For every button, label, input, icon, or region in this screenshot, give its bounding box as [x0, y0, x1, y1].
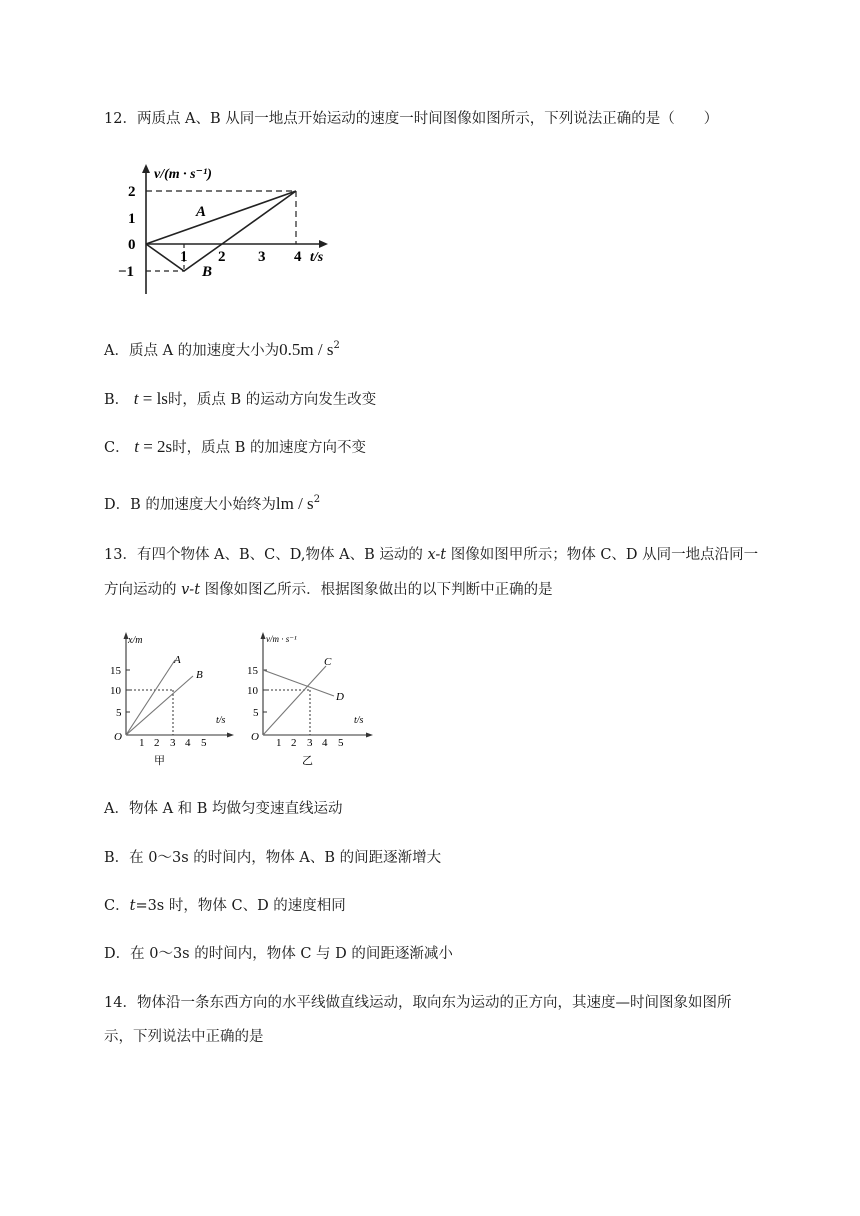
q13-stem-line2	[104, 580, 553, 600]
stem-text: 方向运动的	[104, 582, 182, 598]
q13b-y-label: v/m · s⁻¹	[266, 634, 297, 644]
option-math: = ls	[138, 389, 168, 408]
option-text: D．在 0～3s 的时间内，物体 C 与 D 的间距逐渐减小	[104, 946, 453, 962]
q12-line-A	[146, 191, 296, 244]
q12-ytick: 0	[128, 237, 136, 253]
q13a-xtick: 1	[139, 737, 145, 749]
q13a-label-A: A	[174, 654, 181, 666]
stem-var: x-t	[427, 547, 447, 563]
q13b-y-arrow	[261, 632, 266, 639]
stem-text: 13．有四个物体 A、B、C、D,物体 A、B 运动的	[104, 547, 428, 563]
q13a-xtick: 2	[154, 737, 160, 749]
q13a-ytick: 5	[116, 707, 122, 719]
q13b-caption: 乙	[302, 755, 313, 767]
option-sup: 2	[313, 494, 321, 505]
q12-option-d[interactable]	[104, 490, 320, 515]
option-var: t	[133, 389, 139, 408]
q13b-xtick: 4	[322, 737, 328, 749]
q13a-label-B: B	[196, 669, 203, 681]
q12-label-B: B	[202, 264, 213, 280]
option-text: D．B 的加速度大小始终为	[104, 497, 276, 513]
q12-xtick: 2	[218, 249, 226, 265]
q12-stem: 12．两质点 A、B 从同一地点开始运动的速度一时间图像如图所示，下列说法正确的是（ ）	[104, 111, 719, 127]
q12-vt-graph	[118, 162, 338, 302]
q13b-xtick: 2	[291, 737, 297, 749]
q12-x-arrow	[319, 240, 328, 248]
option-text: B．在 0～3s 的时间内，物体 A、B 的间距逐渐增大	[104, 850, 442, 866]
q13a-ytick: 10	[110, 685, 121, 697]
option-text: B．	[104, 392, 130, 408]
q13b-ytick: 5	[253, 707, 259, 719]
q12-option-a[interactable]	[104, 336, 340, 361]
stem-text: 图像如图乙所示．根据图象做出的以下判断中正确的是	[200, 582, 553, 598]
q14-stem-line1: 14．物体沿一条东西方向的水平线做直线运动，取向东为运动的正方向，其速度—时间图象如图所	[104, 995, 732, 1011]
q13b-line-D	[263, 670, 334, 696]
q13a-line-A	[126, 660, 175, 735]
q13-stem-line1	[104, 545, 758, 565]
stem-var: v-t	[181, 582, 201, 598]
q12-xtick: 3	[258, 249, 266, 265]
option-text: C．	[104, 898, 130, 914]
option-math: lm / s	[275, 494, 314, 513]
q12-ytick: 2	[128, 184, 136, 200]
q13a-origin: O	[114, 731, 122, 743]
q13b-xtick: 1	[276, 737, 282, 749]
q12-y-arrow	[142, 164, 150, 173]
q13a-x-arrow	[227, 733, 234, 738]
q12-ytick: 1	[128, 211, 136, 227]
option-sup: 2	[333, 340, 340, 351]
q13b-label-D: D	[336, 691, 344, 703]
q12-x-label: t/s	[310, 250, 324, 265]
q13a-xtick: 4	[185, 737, 191, 749]
q13b-label-C: C	[324, 656, 332, 668]
option-var: t	[129, 898, 136, 914]
q13-vt-graph	[244, 630, 384, 770]
option-math: 0.5m / s	[279, 340, 334, 359]
q13b-ytick: 15	[247, 665, 258, 677]
option-text: 时，质点 B 的加速度方向不变	[172, 440, 367, 456]
q12-option-b[interactable]	[104, 389, 376, 410]
q13a-y-label: x/m	[128, 635, 143, 646]
option-text: 时，质点 B 的运动方向发生改变	[167, 392, 377, 408]
option-var: t	[134, 437, 139, 456]
q13a-ytick: 15	[110, 665, 121, 677]
q13b-line-C	[263, 666, 326, 735]
q13b-origin: O	[251, 731, 259, 743]
q13a-xtick: 3	[170, 737, 176, 749]
q13-option-c[interactable]	[104, 896, 346, 916]
q13-option-a[interactable]	[104, 799, 343, 819]
q12-xtick: 1	[180, 249, 188, 265]
q13b-xtick: 5	[338, 737, 344, 749]
q13b-ytick: 10	[247, 685, 258, 697]
q12-xtick: 4	[294, 249, 302, 265]
q13b-xtick: 3	[307, 737, 313, 749]
option-text: C．	[104, 440, 130, 456]
q14-stem-line2: 示，下列说法中正确的是	[104, 1029, 264, 1045]
q13a-caption: 甲	[154, 755, 165, 767]
q12-y-label: v/(m · s⁻¹)	[154, 167, 212, 182]
q12-ytick: −1	[118, 264, 135, 280]
q13-option-b[interactable]	[104, 848, 441, 868]
q13b-x-arrow	[366, 733, 373, 738]
q13a-xtick: 5	[201, 737, 207, 749]
q13b-x-label: t/s	[354, 715, 364, 726]
q13a-line-B	[126, 676, 193, 735]
option-text: A．物体 A 和 B 均做匀变速直线运动	[104, 801, 343, 817]
option-text: A．质点 A 的加速度大小为	[104, 343, 280, 359]
stem-text: 图像如图甲所示；物体 C、D 从同一地点沿同一	[446, 547, 759, 563]
q13-option-d[interactable]	[104, 944, 453, 964]
q12-label-A: A	[196, 204, 207, 220]
q13a-x-label: t/s	[216, 715, 226, 726]
option-text: =3s 时，物体 C、D 的速度相同	[135, 898, 346, 914]
option-math: = 2s	[138, 437, 173, 456]
q12-option-c[interactable]	[104, 437, 366, 458]
q13-xt-graph	[108, 630, 243, 770]
